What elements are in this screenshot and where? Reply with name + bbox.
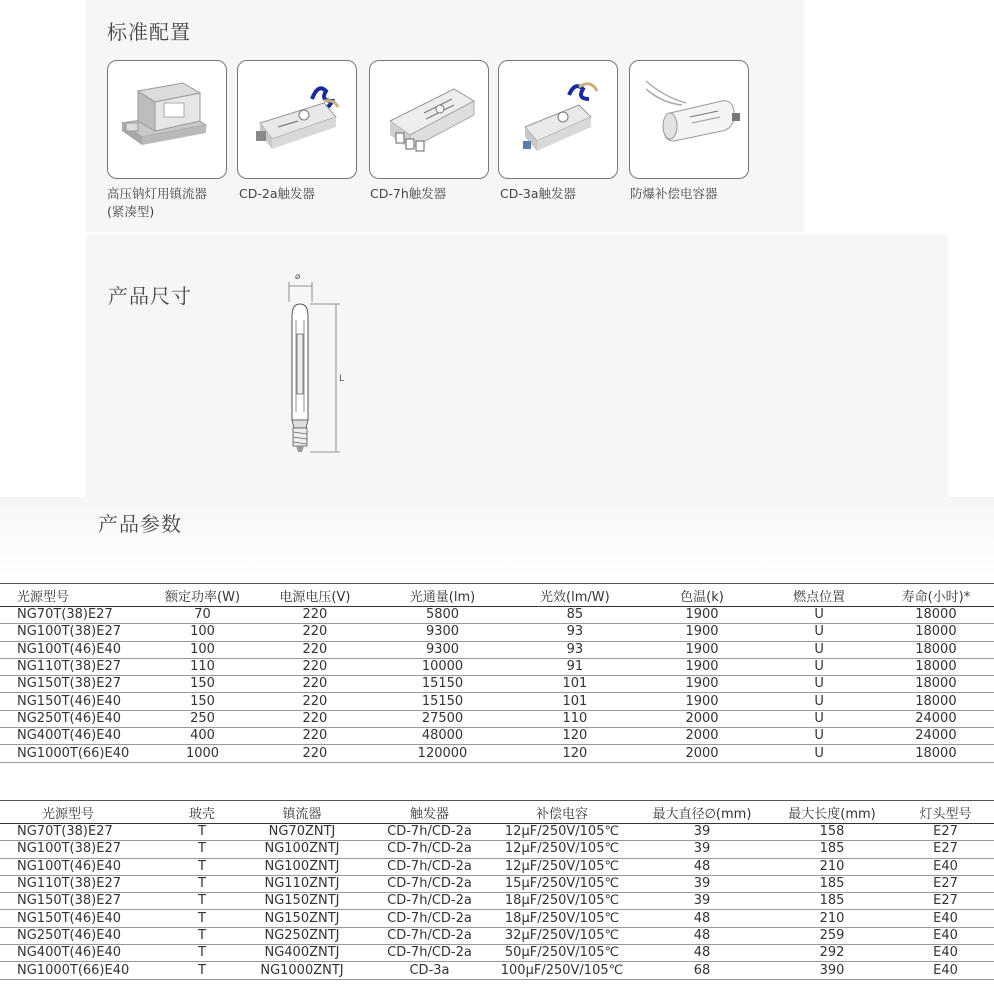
- cell-power: 150: [154, 693, 251, 710]
- cd3a-card: [498, 60, 618, 179]
- cell-voltage: 220: [251, 710, 379, 727]
- cell-burning-position: U: [761, 745, 878, 762]
- cell-voltage: 220: [251, 676, 379, 693]
- cell-igniter: CD-7h/CD-2a: [372, 927, 487, 944]
- cell-model: NG1000T(66)E40: [0, 745, 154, 762]
- cell-model: NG1000T(66)E40: [0, 962, 172, 979]
- cell-igniter: CD-7h/CD-2a: [372, 858, 487, 875]
- cell-burning-position: U: [761, 607, 878, 624]
- col-header-capacitor: 补偿电容: [487, 801, 637, 824]
- cell-base: E40: [897, 962, 994, 979]
- cell-burning-position: U: [761, 728, 878, 745]
- cell-capacitor: 18μF/250V/105℃: [487, 910, 637, 927]
- cell-model: NG150T(38)E27: [0, 893, 172, 910]
- table-header-row: [0, 584, 994, 607]
- col-header-power: 额定功率(W): [154, 584, 251, 607]
- cell-power: 100: [154, 641, 251, 658]
- cell-color-temp: 1900: [643, 607, 760, 624]
- cell-ballast: NG150ZNTJ: [232, 893, 372, 910]
- cell-igniter: CD-7h/CD-2a: [372, 910, 487, 927]
- cell-efficacy: 91: [506, 658, 643, 675]
- table-row: [0, 962, 994, 979]
- cell-flux: 10000: [379, 658, 506, 675]
- dimensions-title: 产品尺寸: [108, 284, 192, 308]
- cell-flux: 120000: [379, 745, 506, 762]
- cell-base: E40: [897, 910, 994, 927]
- cell-ballast: NG100ZNTJ: [232, 841, 372, 858]
- table-row: [0, 858, 994, 875]
- cell-max-length: 185: [767, 841, 897, 858]
- cell-efficacy: 120: [506, 728, 643, 745]
- table-row: [0, 910, 994, 927]
- cell-voltage: 220: [251, 624, 379, 641]
- parameters-title: 产品参数: [98, 512, 182, 536]
- cell-flux: 48000: [379, 728, 506, 745]
- table-row: [0, 745, 994, 762]
- col-header-burning-position: 燃点位置: [761, 584, 878, 607]
- col-header-igniter: 触发器: [372, 801, 487, 824]
- cell-capacitor: 12μF/250V/105℃: [487, 858, 637, 875]
- cell-max-diameter: 39: [637, 893, 767, 910]
- cell-igniter: CD-3a: [372, 962, 487, 979]
- cell-igniter: CD-7h/CD-2a: [372, 893, 487, 910]
- cell-bulb: T: [172, 962, 232, 979]
- cd7h-card: [369, 60, 489, 179]
- cell-max-length: 390: [767, 962, 897, 979]
- col-header-ballast: 镇流器: [232, 801, 372, 824]
- cell-color-temp: 2000: [643, 745, 760, 762]
- cell-life: 18000: [878, 658, 994, 675]
- table-row: [0, 728, 994, 745]
- cell-voltage: 220: [251, 693, 379, 710]
- cell-ballast: NG1000ZNTJ: [232, 962, 372, 979]
- cell-power: 250: [154, 710, 251, 727]
- col-header-voltage: 电源电压(V): [251, 584, 379, 607]
- cell-igniter: CD-7h/CD-2a: [372, 841, 487, 858]
- table-row: [0, 607, 994, 624]
- table-row: [0, 927, 994, 944]
- cell-life: 18000: [878, 607, 994, 624]
- cell-burning-position: U: [761, 710, 878, 727]
- cell-power: 400: [154, 728, 251, 745]
- ballast-caption: 高压钠灯用镇流器 (紧凑型): [107, 186, 208, 219]
- table-row: [0, 893, 994, 910]
- table-row: [0, 710, 994, 727]
- cell-color-temp: 2000: [643, 728, 760, 745]
- cell-ballast: NG400ZNTJ: [232, 945, 372, 962]
- cell-base: E27: [897, 875, 994, 892]
- cell-capacitor: 32μF/250V/105℃: [487, 927, 637, 944]
- cell-max-length: 259: [767, 927, 897, 944]
- cell-capacitor: 12μF/250V/105℃: [487, 841, 637, 858]
- cell-life: 24000: [878, 710, 994, 727]
- table-row: [0, 875, 994, 892]
- table-row: [0, 641, 994, 658]
- cell-capacitor: 100μF/250V/105℃: [487, 962, 637, 979]
- cell-igniter: CD-7h/CD-2a: [372, 824, 487, 841]
- cell-color-temp: 2000: [643, 710, 760, 727]
- cell-efficacy: 85: [506, 607, 643, 624]
- cell-model: NG100T(38)E27: [0, 624, 154, 641]
- cell-voltage: 220: [251, 728, 379, 745]
- cell-base: E40: [897, 858, 994, 875]
- cell-ballast: NG250ZNTJ: [232, 927, 372, 944]
- cell-model: NG110T(38)E27: [0, 658, 154, 675]
- table-row: [0, 945, 994, 962]
- cell-bulb: T: [172, 875, 232, 892]
- cell-max-length: 292: [767, 945, 897, 962]
- lamp-component-table: [0, 800, 994, 980]
- cell-power: 70: [154, 607, 251, 624]
- cd2a-caption: CD-2a触发器: [239, 186, 315, 201]
- cell-model: NG250T(46)E40: [0, 927, 172, 944]
- cell-model: NG100T(46)E40: [0, 641, 154, 658]
- col-header-color-temp: 色温(k): [643, 584, 760, 607]
- col-header-efficacy: 光效(lm/W): [506, 584, 643, 607]
- igniter-cd3a-image: [499, 61, 617, 178]
- table-row: [0, 676, 994, 693]
- cell-model: NG400T(46)E40: [0, 945, 172, 962]
- col-header-flux: 光通量(lm): [379, 584, 506, 607]
- cell-max-diameter: 39: [637, 875, 767, 892]
- cell-bulb: T: [172, 945, 232, 962]
- cell-base: E40: [897, 945, 994, 962]
- cell-power: 100: [154, 624, 251, 641]
- cell-life: 18000: [878, 676, 994, 693]
- cell-efficacy: 93: [506, 624, 643, 641]
- cell-burning-position: U: [761, 658, 878, 675]
- cell-base: E27: [897, 841, 994, 858]
- cell-bulb: T: [172, 910, 232, 927]
- cell-model: NG100T(46)E40: [0, 858, 172, 875]
- length-label: L: [339, 374, 345, 384]
- cd7h-caption: CD-7h触发器: [370, 186, 447, 201]
- cell-color-temp: 1900: [643, 676, 760, 693]
- cell-flux: 15150: [379, 693, 506, 710]
- cell-bulb: T: [172, 824, 232, 841]
- capacitor-caption: 防爆补偿电容器: [630, 186, 718, 201]
- cell-igniter: CD-7h/CD-2a: [372, 945, 487, 962]
- cell-max-length: 158: [767, 824, 897, 841]
- diameter-label: ⌀: [295, 272, 301, 282]
- cell-power: 110: [154, 658, 251, 675]
- cell-power: 150: [154, 676, 251, 693]
- cell-max-diameter: 39: [637, 841, 767, 858]
- cell-base: E27: [897, 893, 994, 910]
- cd2a-card: [237, 60, 357, 179]
- cell-model: NG150T(46)E40: [0, 693, 154, 710]
- cell-flux: 5800: [379, 607, 506, 624]
- col-header-model: 光源型号: [0, 584, 154, 607]
- cell-capacitor: 18μF/250V/105℃: [487, 893, 637, 910]
- cell-life: 18000: [878, 624, 994, 641]
- cell-model: NG70T(38)E27: [0, 824, 172, 841]
- capacitor-image: [630, 61, 748, 178]
- cell-ballast: NG70ZNTJ: [232, 824, 372, 841]
- cell-efficacy: 120: [506, 745, 643, 762]
- cell-efficacy: 110: [506, 710, 643, 727]
- cell-capacitor: 50μF/250V/105℃: [487, 945, 637, 962]
- cell-igniter: CD-7h/CD-2a: [372, 875, 487, 892]
- cell-efficacy: 101: [506, 676, 643, 693]
- cell-max-diameter: 48: [637, 910, 767, 927]
- ballast-image: [108, 61, 226, 178]
- lamp-dimension-diagram: [270, 272, 360, 460]
- igniter-cd7h-image: [370, 61, 488, 178]
- standard-config-title: 标准配置: [107, 20, 191, 44]
- table-row: [0, 824, 994, 841]
- col-header-bulb: 玻壳: [172, 801, 232, 824]
- cell-max-diameter: 68: [637, 962, 767, 979]
- cell-color-temp: 1900: [643, 641, 760, 658]
- cell-model: NG400T(46)E40: [0, 728, 154, 745]
- cell-burning-position: U: [761, 676, 878, 693]
- cell-life: 18000: [878, 745, 994, 762]
- cell-max-length: 210: [767, 910, 897, 927]
- table-row: [0, 693, 994, 710]
- cell-max-diameter: 39: [637, 824, 767, 841]
- cell-bulb: T: [172, 893, 232, 910]
- cell-ballast: NG100ZNTJ: [232, 858, 372, 875]
- cell-flux: 9300: [379, 624, 506, 641]
- cell-max-diameter: 48: [637, 858, 767, 875]
- cell-power: 1000: [154, 745, 251, 762]
- cell-max-diameter: 48: [637, 945, 767, 962]
- cell-ballast: NG150ZNTJ: [232, 910, 372, 927]
- col-header-model: 光源型号: [0, 801, 172, 824]
- col-header-max-diameter: 最大直径∅(mm): [637, 801, 767, 824]
- cell-capacitor: 15μF/250V/105℃: [487, 875, 637, 892]
- table-row: [0, 658, 994, 675]
- cd3a-caption: CD-3a触发器: [500, 186, 576, 201]
- table-row: [0, 841, 994, 858]
- col-header-max-length: 最大长度(mm): [767, 801, 897, 824]
- lamp-parameter-table: [0, 583, 994, 763]
- cell-base: E27: [897, 824, 994, 841]
- cell-bulb: T: [172, 927, 232, 944]
- col-header-life: 寿命(小时)*: [878, 584, 994, 607]
- cell-life: 18000: [878, 641, 994, 658]
- table-row: [0, 624, 994, 641]
- cell-life: 18000: [878, 693, 994, 710]
- dimensions-background: [86, 235, 948, 497]
- cell-life: 24000: [878, 728, 994, 745]
- cell-max-length: 185: [767, 893, 897, 910]
- cell-model: NG150T(46)E40: [0, 910, 172, 927]
- cell-efficacy: 93: [506, 641, 643, 658]
- cell-capacitor: 12μF/250V/105℃: [487, 824, 637, 841]
- cell-color-temp: 1900: [643, 693, 760, 710]
- cell-efficacy: 101: [506, 693, 643, 710]
- cell-voltage: 220: [251, 641, 379, 658]
- cell-model: NG150T(38)E27: [0, 676, 154, 693]
- cell-flux: 9300: [379, 641, 506, 658]
- table-header-row: [0, 801, 994, 824]
- cell-color-temp: 1900: [643, 624, 760, 641]
- cell-bulb: T: [172, 841, 232, 858]
- cell-ballast: NG110ZNTJ: [232, 875, 372, 892]
- cell-max-length: 185: [767, 875, 897, 892]
- capacitor-card: [629, 60, 749, 179]
- cell-model: NG70T(38)E27: [0, 607, 154, 624]
- cell-bulb: T: [172, 858, 232, 875]
- ballast-card: [107, 60, 227, 179]
- cell-voltage: 220: [251, 658, 379, 675]
- cell-model: NG250T(46)E40: [0, 710, 154, 727]
- cell-model: NG110T(38)E27: [0, 875, 172, 892]
- cell-model: NG100T(38)E27: [0, 841, 172, 858]
- cell-burning-position: U: [761, 624, 878, 641]
- cell-color-temp: 1900: [643, 658, 760, 675]
- igniter-cd2a-image: [238, 61, 356, 178]
- cell-base: E40: [897, 927, 994, 944]
- cell-flux: 15150: [379, 676, 506, 693]
- cell-burning-position: U: [761, 693, 878, 710]
- cell-max-diameter: 48: [637, 927, 767, 944]
- cell-flux: 27500: [379, 710, 506, 727]
- cell-voltage: 220: [251, 607, 379, 624]
- cell-voltage: 220: [251, 745, 379, 762]
- cell-burning-position: U: [761, 641, 878, 658]
- col-header-base: 灯头型号: [897, 801, 994, 824]
- cell-max-length: 210: [767, 858, 897, 875]
